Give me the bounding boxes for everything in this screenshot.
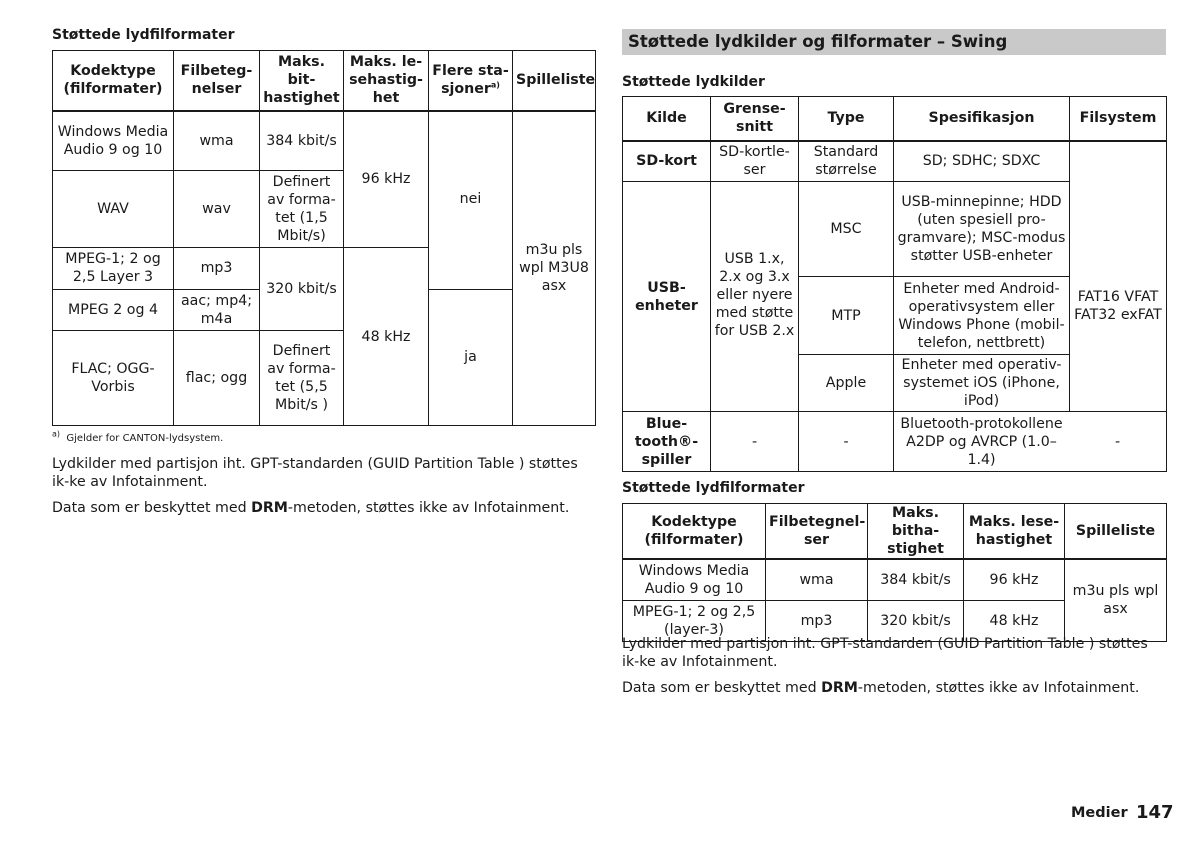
cell-ext: wav — [174, 171, 260, 248]
cell-readrate-48: 48 kHz — [344, 248, 429, 426]
cell-playlist: m3u pls wpl M3U8 asx — [513, 111, 596, 426]
left-table-title: Støttede lydfilformater — [52, 27, 235, 43]
header-max-readrate: Maks. lese-hastighet — [964, 504, 1065, 560]
cell-playlist: m3u pls wpl asx — [1065, 559, 1167, 641]
cell-spec-msc: USB-minnepinne; HDD (uten spesiell pro-gramvare); MSC-modus støtter USB-enheter — [894, 182, 1070, 277]
cell-codec: WAV — [53, 171, 174, 248]
page-number: 147 — [1136, 802, 1174, 823]
left-paragraph-gpt: Lydkilder med partisjon iht. GPT-standarden (GUID Partition Table ) støttes ik-ke av Infotainment. — [52, 456, 578, 490]
cell-interface-sd: SD-kortle-ser — [711, 141, 799, 182]
header-filesystem: Filsystem — [1070, 97, 1167, 141]
cell-spec-bluetooth: Bluetooth-protokollene A2DP og AVRCP (1.0– 1.4) — [894, 412, 1070, 472]
cell-readrate: 48 kHz — [964, 600, 1065, 641]
header-max-readrate: Maks. le-sehastig-het — [344, 51, 429, 111]
header-codec: Kodektype (filformater) — [623, 504, 766, 560]
header-source: Kilde — [623, 97, 711, 141]
cell-ext: flac; ogg — [174, 330, 260, 425]
cell-bitrate: Definert av forma-tet (1,5 Mbit/s) — [260, 171, 344, 248]
sources-title: Støttede lydkilder — [622, 74, 765, 90]
cell-bitrate: 384 kbit/s — [868, 559, 964, 600]
header-type: Type — [799, 97, 894, 141]
cell-codec: FLAC; OGG-Vorbis — [53, 330, 174, 425]
header-max-bitrate: Maks. bit-hastighet — [260, 51, 344, 111]
formats-title: Støttede lydfilformater — [622, 480, 805, 496]
header-spec: Spesifikasjon — [894, 97, 1070, 141]
cell-spec-apple: Enheter med operativ-systemet iOS (iPhone, iPod) — [894, 355, 1070, 412]
cell-ext: mp3 — [766, 600, 868, 641]
cell-stations-nei: nei — [429, 111, 513, 290]
cell-readrate: 96 kHz — [964, 559, 1065, 600]
cell-codec: Windows Media Audio 9 og 10 — [623, 559, 766, 600]
cell-source-usb: USB-enheter — [623, 182, 711, 412]
header-extension: Filbeteg-nelser — [174, 51, 260, 111]
cell-bitrate-320: 320 kbit/s — [260, 248, 344, 330]
header-multi-station: Flere sta-sjoner$^{a)}$ — [429, 51, 513, 111]
cell-source-sd: SD-kort — [623, 141, 711, 182]
footer-section-name: Medier — [1071, 805, 1128, 821]
header-playlist: Spilleliste — [1065, 504, 1167, 560]
cell-bitrate: 320 kbit/s — [868, 600, 964, 641]
cell-type-sd: Standard størrelse — [799, 141, 894, 182]
cell-readrate-96: 96 kHz — [344, 111, 429, 248]
header-interface: Grense-snitt — [711, 97, 799, 141]
right-paragraph-drm: Data som er beskyttet med DRM-metoden, støttes ikke av Infotainment. — [622, 680, 1140, 696]
cell-type-msc: MSC — [799, 182, 894, 277]
cell-bitrate: Definert av forma-tet (5,5 Mbit/s ) — [260, 330, 344, 425]
section-heading: Støttede lydkilder og filformater – Swing — [622, 29, 1166, 55]
left-paragraph-drm: Data som er beskyttet med DRM-metoden, støttes ikke av Infotainment. — [52, 500, 570, 516]
header-extension: Filbetegnel-ser — [766, 504, 868, 560]
footnote: $^{a)}$ Gjelder for CANTON-lydsystem. — [52, 429, 224, 444]
right-formats-table — [622, 503, 1167, 642]
header-codec: Kodektype (filformater) — [53, 51, 174, 111]
left-formats-table — [52, 50, 596, 426]
cell-interface-bluetooth: - — [711, 412, 799, 472]
cell-filesystem-bluetooth: - — [1069, 411, 1166, 471]
right-paragraph-gpt: Lydkilder med partisjon iht. GPT-standarden (GUID Partition Table ) støttes ik-ke av Infotainment. — [622, 636, 1148, 670]
cell-codec: MPEG 2 og 4 — [53, 289, 174, 330]
cell-type-apple: Apple — [799, 355, 894, 412]
cell-codec: Windows Media Audio 9 og 10 — [53, 111, 174, 171]
cell-codec: MPEG-1; 2 og 2,5 Layer 3 — [53, 248, 174, 289]
cell-ext: wma — [766, 559, 868, 600]
cell-type-mtp: MTP — [799, 277, 894, 355]
cell-ext: aac; mp4; m4a — [174, 289, 260, 330]
cell-spec-sd: SD; SDHC; SDXC — [894, 141, 1070, 182]
cell-bitrate: 384 kbit/s — [260, 111, 344, 171]
cell-stations-ja: ja — [429, 289, 513, 425]
cell-codec: MPEG-1; 2 og 2,5 (layer-3) — [623, 600, 766, 641]
cell-ext: wma — [174, 111, 260, 171]
cell-filesystem: FAT16 VFAT FAT32 exFAT — [1070, 141, 1167, 472]
cell-spec-mtp: Enheter med Android-operativsystem eller Windows Phone (mobil-telefon, nettbrett) — [894, 277, 1070, 355]
header-max-bitrate: Maks. bitha-stighet — [868, 504, 964, 560]
cell-type-bluetooth: - — [799, 412, 894, 472]
cell-interface-usb: USB 1.x, 2.x og 3.x eller nyere med støtte for USB 2.x — [711, 182, 799, 412]
cell-source-bluetooth: Blue-tooth®-spiller — [623, 412, 711, 472]
header-playlist: Spilleliste — [513, 51, 596, 111]
cell-ext: mp3 — [174, 248, 260, 289]
